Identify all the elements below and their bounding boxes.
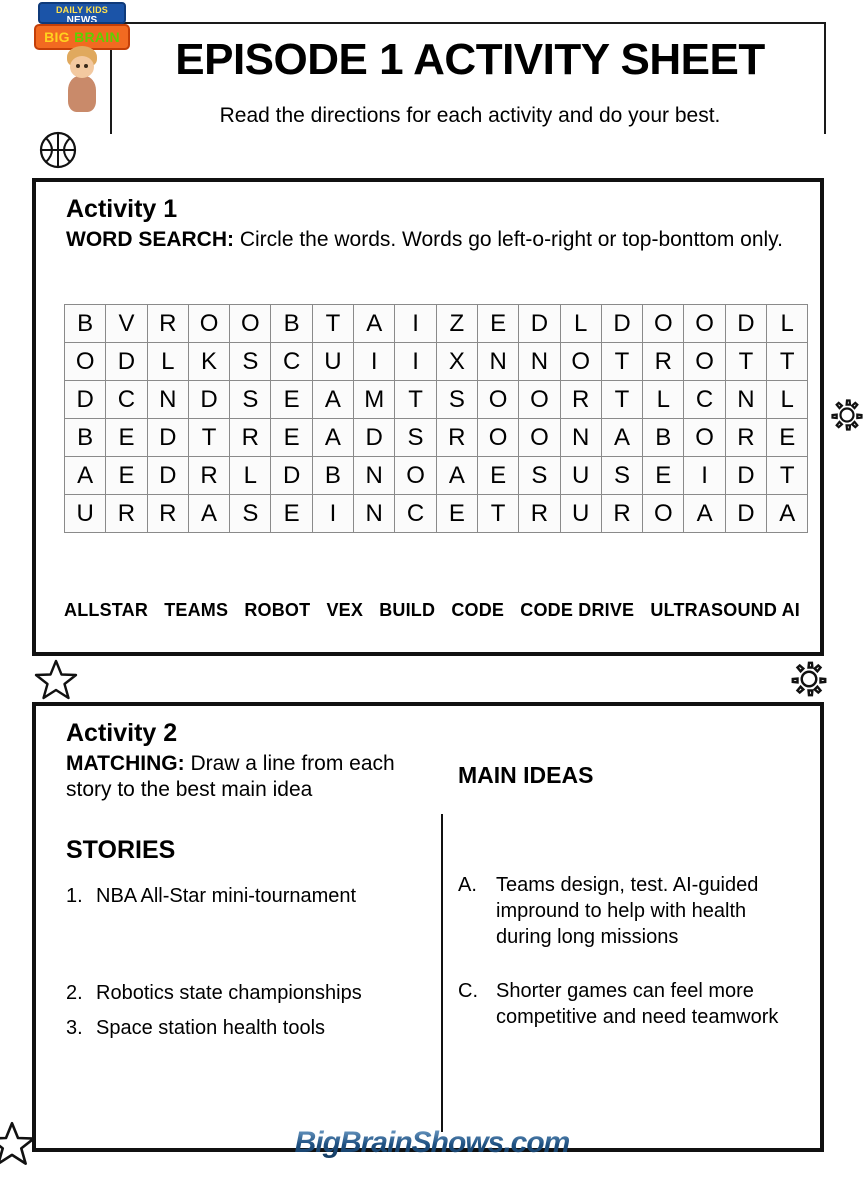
word-list-item: TEAMS xyxy=(164,600,229,620)
word-search-cell[interactable]: S xyxy=(436,381,477,419)
word-search-cell[interactable]: A xyxy=(188,495,229,533)
word-search-cell[interactable]: N xyxy=(519,343,560,381)
word-search-cell[interactable]: A xyxy=(684,495,725,533)
word-search-cell[interactable]: C xyxy=(106,381,147,419)
word-search-cell[interactable]: O xyxy=(395,457,436,495)
main-idea-letter: C. xyxy=(458,980,478,1002)
word-search-cell[interactable]: N xyxy=(354,457,395,495)
stories-heading: STORIES xyxy=(66,836,176,864)
word-search-cell[interactable]: C xyxy=(684,381,725,419)
mascot-face xyxy=(70,56,94,78)
word-search-cell[interactable]: D xyxy=(65,381,106,419)
word-search-cell[interactable]: R xyxy=(230,419,271,457)
word-search-row xyxy=(65,419,808,457)
page-subtitle: Read the directions for each activity and do your best. xyxy=(219,104,721,127)
word-search-cell[interactable]: O xyxy=(65,343,106,381)
mascot-eye-left xyxy=(76,64,80,68)
word-search-cell[interactable]: B xyxy=(271,305,312,343)
word-search-cell[interactable]: O xyxy=(560,343,601,381)
word-list-item: BUILD xyxy=(379,600,436,620)
word-list-item: ROBOT xyxy=(244,600,311,620)
star-icon xyxy=(34,658,78,707)
word-list-item: VEX xyxy=(326,600,364,620)
word-search-word-list xyxy=(64,600,800,621)
word-search-cell[interactable]: I xyxy=(684,457,725,495)
activity-1-header xyxy=(66,196,796,253)
main-idea-text: Shorter games can feel more competitive and need teamwork xyxy=(496,980,779,1028)
mascot-body xyxy=(68,76,96,112)
word-search-body xyxy=(65,305,808,533)
word-search-cell[interactable]: B xyxy=(65,419,106,457)
activity-1-directions xyxy=(66,227,796,253)
word-search-cell[interactable]: E xyxy=(271,495,312,533)
page-header xyxy=(0,0,864,140)
word-search-cell[interactable]: D xyxy=(147,419,188,457)
word-search-cell[interactable]: D xyxy=(725,305,766,343)
word-search-cell[interactable]: A xyxy=(312,381,353,419)
stories-list xyxy=(66,884,446,1041)
word-search-cell[interactable]: O xyxy=(519,419,560,457)
word-search-row xyxy=(65,381,808,419)
word-search-cell[interactable]: E xyxy=(767,419,808,457)
logo-line2: NEWS xyxy=(66,15,98,24)
word-search-cell[interactable]: A xyxy=(436,457,477,495)
activity-2-header xyxy=(66,720,446,803)
word-search-cell[interactable]: S xyxy=(395,419,436,457)
word-search-cell[interactable]: E xyxy=(271,419,312,457)
site-watermark: BigBrainShows.com xyxy=(0,1126,864,1160)
word-list-item: ALLSTAR xyxy=(64,600,149,620)
word-search-grid[interactable] xyxy=(64,304,808,533)
main-idea-item[interactable] xyxy=(458,872,788,950)
word-search-cell[interactable]: T xyxy=(767,343,808,381)
word-search-cell[interactable]: R xyxy=(147,305,188,343)
word-search-cell[interactable]: R xyxy=(725,419,766,457)
word-search-cell[interactable]: M xyxy=(354,381,395,419)
word-search-cell[interactable]: C xyxy=(395,495,436,533)
word-search-cell[interactable]: E xyxy=(106,419,147,457)
word-search-cell[interactable]: U xyxy=(65,495,106,533)
gear-icon xyxy=(790,660,828,703)
word-search-cell[interactable]: R xyxy=(147,495,188,533)
word-search-cell[interactable]: O xyxy=(684,343,725,381)
word-search-cell[interactable]: C xyxy=(271,343,312,381)
word-search-cell[interactable]: I xyxy=(312,495,353,533)
word-search-cell[interactable]: E xyxy=(106,457,147,495)
word-search-cell[interactable]: O xyxy=(684,419,725,457)
word-search-cell[interactable]: A xyxy=(767,495,808,533)
mascot-character xyxy=(62,46,102,114)
logo-line1: DAILY KIDS xyxy=(55,5,108,15)
word-search-cell[interactable]: T xyxy=(188,419,229,457)
word-search-cell[interactable]: E xyxy=(436,495,477,533)
word-search-cell[interactable]: B xyxy=(312,457,353,495)
word-search-cell[interactable]: D xyxy=(519,305,560,343)
word-search-row xyxy=(65,457,808,495)
word-search-cell[interactable]: D xyxy=(725,495,766,533)
activity-2-title: Activity 2 xyxy=(66,719,178,747)
word-search-cell[interactable]: S xyxy=(230,343,271,381)
activity-2-directions-text: Draw a line from each story to the best main idea xyxy=(66,751,395,801)
logo-brain-text: BRAIN xyxy=(74,29,120,45)
word-search-cell[interactable]: O xyxy=(643,305,684,343)
word-search-cell[interactable]: T xyxy=(477,495,518,533)
word-search-cell[interactable]: R xyxy=(106,495,147,533)
word-search-cell[interactable]: A xyxy=(65,457,106,495)
word-search-cell[interactable]: R xyxy=(601,495,642,533)
word-search-cell[interactable]: B xyxy=(65,305,106,343)
word-search-cell[interactable]: O xyxy=(230,305,271,343)
word-search-row xyxy=(65,343,808,381)
story-number: 2. xyxy=(66,982,83,1004)
activity-2-section xyxy=(32,702,824,1152)
word-search-cell[interactable]: E xyxy=(477,457,518,495)
word-search-cell[interactable]: X xyxy=(436,343,477,381)
word-search-cell[interactable]: T xyxy=(312,305,353,343)
story-text: Space station health tools xyxy=(96,1017,326,1039)
word-search-cell[interactable]: R xyxy=(188,457,229,495)
story-text: Robotics state championships xyxy=(96,982,362,1004)
word-search-cell[interactable]: L xyxy=(643,381,684,419)
word-list-item: CODE xyxy=(451,600,505,620)
activity-1-title: Activity 1 xyxy=(66,195,178,223)
story-item[interactable] xyxy=(66,981,446,1006)
logo-banner xyxy=(38,2,126,24)
word-search-cell[interactable]: L xyxy=(230,457,271,495)
word-search-cell[interactable]: O xyxy=(519,381,560,419)
word-search-cell[interactable]: K xyxy=(188,343,229,381)
word-search-cell[interactable]: R xyxy=(519,495,560,533)
word-list-item: ULTRASOUND AI xyxy=(650,600,800,620)
word-search-cell[interactable]: I xyxy=(395,343,436,381)
word-search-cell[interactable]: B xyxy=(643,419,684,457)
word-search-cell[interactable]: N xyxy=(477,343,518,381)
basketball-icon xyxy=(38,130,78,175)
story-number: 3. xyxy=(66,1017,83,1039)
brand-logo xyxy=(32,0,132,118)
word-search-cell[interactable]: A xyxy=(601,419,642,457)
word-search-cell[interactable]: N xyxy=(725,381,766,419)
main-idea-letter: A. xyxy=(458,874,477,896)
word-search-row xyxy=(65,305,808,343)
word-search-cell[interactable]: T xyxy=(395,381,436,419)
story-item[interactable] xyxy=(66,1016,446,1041)
page-title: EPISODE 1 ACTIVITY SHEET xyxy=(175,35,765,84)
word-search-cell[interactable]: O xyxy=(643,495,684,533)
word-search-cell[interactable]: E xyxy=(477,305,518,343)
main-ideas-list xyxy=(458,872,788,1030)
word-search-cell[interactable]: D xyxy=(147,457,188,495)
word-search-cell[interactable]: A xyxy=(312,419,353,457)
main-idea-item[interactable] xyxy=(458,978,788,1030)
activity-1-section xyxy=(32,178,824,656)
word-search-cell[interactable]: N xyxy=(560,419,601,457)
word-search-cell[interactable]: D xyxy=(725,457,766,495)
word-search-cell[interactable]: U xyxy=(312,343,353,381)
word-search-cell[interactable]: D xyxy=(188,381,229,419)
activity-2-directions xyxy=(66,751,446,804)
matching-divider xyxy=(441,814,443,1132)
word-search-cell[interactable]: I xyxy=(354,343,395,381)
main-ideas-heading: MAIN IDEAS xyxy=(458,762,594,788)
word-search-cell[interactable]: O xyxy=(684,305,725,343)
word-search-cell[interactable]: R xyxy=(560,381,601,419)
word-search-cell[interactable]: S xyxy=(230,381,271,419)
word-search-cell[interactable]: O xyxy=(188,305,229,343)
activity-1-label: WORD SEARCH: xyxy=(66,227,234,251)
word-search-cell[interactable]: S xyxy=(519,457,560,495)
word-search-cell[interactable]: L xyxy=(767,305,808,343)
word-search-cell[interactable]: L xyxy=(147,343,188,381)
word-search-cell[interactable]: L xyxy=(560,305,601,343)
word-search-cell[interactable]: E xyxy=(271,381,312,419)
mascot-eye-right xyxy=(84,64,88,68)
word-search-cell[interactable]: D xyxy=(106,343,147,381)
story-text: NBA All-Star mini-tournament xyxy=(96,885,357,907)
gear-icon xyxy=(830,398,864,437)
word-search-cell[interactable]: V xyxy=(106,305,147,343)
word-search-cell[interactable]: D xyxy=(354,419,395,457)
word-search-cell[interactable]: O xyxy=(477,381,518,419)
word-search-cell[interactable]: N xyxy=(147,381,188,419)
activity-1-directions-text: Circle the words. Words go left-o-right or top-bonttom only. xyxy=(239,227,783,251)
word-search-cell[interactable]: T xyxy=(767,457,808,495)
word-search-cell[interactable]: I xyxy=(395,305,436,343)
word-search-cell[interactable]: D xyxy=(601,305,642,343)
word-search-cell[interactable]: T xyxy=(601,343,642,381)
word-search-cell[interactable]: S xyxy=(230,495,271,533)
word-search-cell[interactable]: R xyxy=(436,419,477,457)
word-search-cell[interactable]: O xyxy=(477,419,518,457)
story-number: 1. xyxy=(66,885,83,907)
word-search-cell[interactable]: R xyxy=(643,343,684,381)
word-search-cell[interactable]: T xyxy=(725,343,766,381)
word-search-cell[interactable]: T xyxy=(601,381,642,419)
story-item[interactable] xyxy=(66,884,446,909)
word-list-item: CODE DRIVE xyxy=(520,600,635,620)
word-search-cell[interactable]: U xyxy=(560,495,601,533)
word-search-cell[interactable]: A xyxy=(354,305,395,343)
word-search-cell[interactable]: D xyxy=(271,457,312,495)
word-search-cell[interactable]: L xyxy=(767,381,808,419)
word-search-row xyxy=(65,495,808,533)
logo-big-text: BIG xyxy=(44,29,70,45)
word-search-cell[interactable]: Z xyxy=(436,305,477,343)
main-idea-text: Teams design, test. AI-guided impround to help with health during long missions xyxy=(496,874,759,948)
word-search-cell[interactable]: U xyxy=(560,457,601,495)
activity-2-label: MATCHING: xyxy=(66,751,185,775)
word-search-cell[interactable]: E xyxy=(643,457,684,495)
word-search-cell[interactable]: N xyxy=(354,495,395,533)
word-search-cell[interactable]: S xyxy=(601,457,642,495)
